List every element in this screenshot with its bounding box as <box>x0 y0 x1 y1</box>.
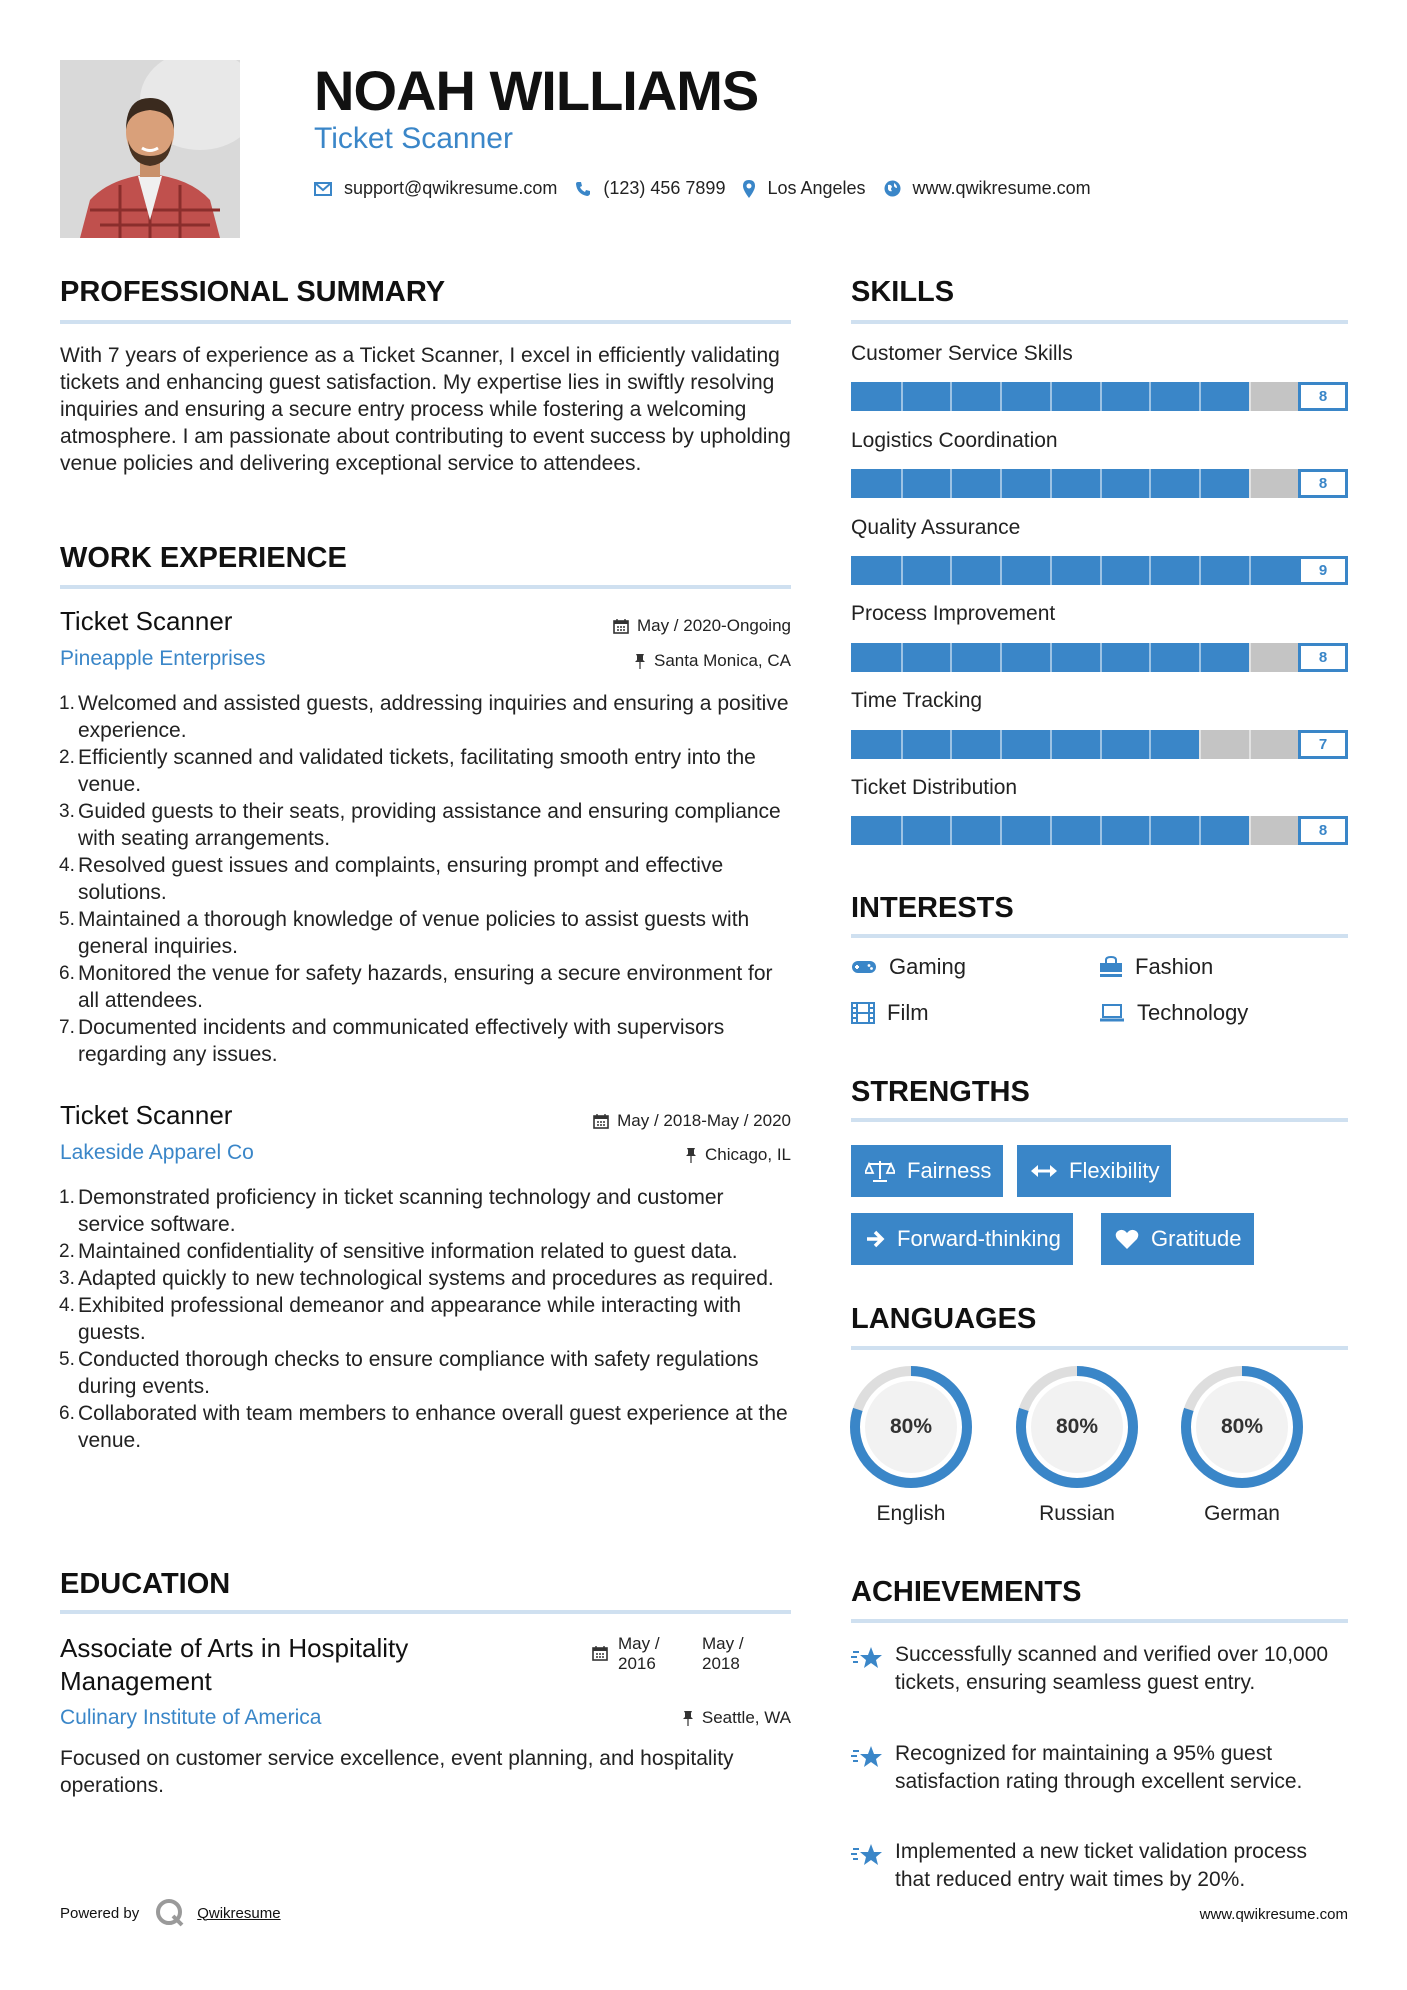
list-item: Efficiently scanned and validated tickets, facilitating smooth entry into the venue. <box>78 746 756 796</box>
pushpin-icon <box>634 653 646 669</box>
list-item: Guided guests to their seats, providing assistance and ensuring compliance with seating arrangements. <box>78 800 781 850</box>
interest-fashion <box>1099 954 1213 980</box>
education-heading: EDUCATION <box>60 1568 231 1600</box>
education-start-year: 2016 <box>618 1654 656 1673</box>
profile-photo <box>60 60 240 238</box>
star-icon <box>851 1745 883 1771</box>
list-item: Maintained a thorough knowledge of venue policies to assist guests with general inquiries. <box>78 908 750 958</box>
map-marker-icon <box>743 180 755 198</box>
education-degree: Associate of Arts in Hospitality Management <box>60 1633 409 1696</box>
job-1-bullets <box>60 690 795 1068</box>
skill-label: Logistics Coordination <box>851 429 1058 452</box>
skill-bar-segment <box>1199 556 1201 585</box>
calendar-icon <box>592 1645 608 1661</box>
achievement-item: Recognized for maintaining a 95% guest satisfaction rating through excellent service. <box>895 1742 1303 1793</box>
list-item: Adapted quickly to new technological systems and procedures as required. <box>78 1267 774 1290</box>
arrow-right-icon <box>865 1229 885 1249</box>
achievement-item: Successfully scanned and verified over 10,000 tickets, ensuring seamless guest entry. <box>895 1643 1329 1694</box>
job-2-location <box>480 1145 791 1165</box>
language-label: German <box>1204 1502 1280 1525</box>
skill-bar-segment <box>1149 556 1151 585</box>
skill-bar <box>851 730 1348 759</box>
list-item: Resolved guest issues and complaints, ensuring prompt and effective solutions. <box>78 854 724 904</box>
skill-bar-segment <box>1199 730 1201 759</box>
strength-forward-thinking <box>851 1213 1073 1265</box>
skill-bar-segment <box>1100 730 1102 759</box>
language-percent: 80% <box>1055 1415 1099 1438</box>
pushpin-icon <box>685 1147 697 1163</box>
contact-email[interactable] <box>314 178 557 199</box>
skill-level: 8 <box>1298 469 1348 498</box>
strengths-heading: STRENGTHS <box>851 1076 1030 1108</box>
skill-bar-segment <box>901 556 903 585</box>
job-1-location <box>480 651 791 671</box>
footer-powered-by <box>60 1898 281 1928</box>
interest-gaming <box>851 954 966 980</box>
job-2-location-text: Chicago, IL <box>705 1145 791 1164</box>
skill-bar <box>851 643 1348 672</box>
list-item: Collaborated with team members to enhance overall guest experience at the venue. <box>78 1402 788 1452</box>
calendar-icon <box>613 618 629 634</box>
website-text: www.qwikresume.com <box>912 178 1091 198</box>
skill-bar-segment <box>1000 382 1002 411</box>
skill-level: 8 <box>1298 643 1348 672</box>
list-item: Monitored the venue for safety hazards, ensuring a secure environment for all attendees. <box>78 962 773 1012</box>
interests-divider <box>851 934 1348 938</box>
calendar-icon <box>593 1113 609 1129</box>
skill-bar-segment <box>1100 816 1102 845</box>
strength-label: Forward-thinking <box>897 1226 1061 1251</box>
brand-link[interactable]: Qwikresume <box>197 1904 281 1922</box>
strength-fairness <box>851 1145 1003 1197</box>
skill-bar-segment <box>1249 469 1251 498</box>
skill-bar-segment <box>1000 556 1002 585</box>
interest-label: Fashion <box>1135 954 1214 979</box>
job-1-dates-text: May / 2020-Ongoing <box>636 616 791 635</box>
skill-bar-segment <box>1149 730 1151 759</box>
skill-bar-segment <box>1000 643 1002 672</box>
candidate-name: NOAH WILLIAMS <box>314 59 759 122</box>
film-icon <box>851 1002 875 1024</box>
skill-bar-segment <box>950 382 952 411</box>
skill-label: Time Tracking <box>851 689 983 712</box>
language-russian <box>1016 1366 1138 1493</box>
skill-bar-segment <box>1050 816 1052 845</box>
shopping-bag-icon <box>1099 956 1123 978</box>
skill-bar-fill <box>851 730 1199 759</box>
heart-icon <box>1115 1228 1139 1250</box>
skill-level: 8 <box>1298 382 1348 411</box>
interest-label: Technology <box>1137 1000 1249 1025</box>
language-label: Russian <box>1039 1502 1115 1525</box>
skill-bar-segment <box>1149 382 1151 411</box>
interest-technology <box>1099 1000 1248 1026</box>
contact-bar <box>314 178 1109 199</box>
summary-text: With 7 years of experience as a Ticket Scanner, I excel in efficiently validating tickets and enhancing guest satisfaction. My expertise lies in swiftly resolving inquiries and ensuring a secure entry process while fostering a welcoming atmosphere. I am passionate about contributing to event success by upholding venue policies and delivering exceptional service to attendees. <box>60 344 791 475</box>
education-school[interactable]: Culinary Institute of America <box>60 1706 322 1729</box>
skill-bar-segment <box>1249 730 1251 759</box>
skill-bar-segment <box>1050 469 1052 498</box>
list-item: Maintained confidentiality of sensitive information related to guest data. <box>78 1240 738 1263</box>
skill-bar <box>851 469 1348 498</box>
skill-bar-segment <box>1249 556 1251 585</box>
skill-bar-fill <box>851 556 1298 585</box>
strength-label: Fairness <box>907 1158 992 1183</box>
pushpin-icon <box>682 1710 694 1726</box>
education-end <box>702 1634 744 1674</box>
contact-website[interactable] <box>884 178 1091 199</box>
job-2-dates <box>480 1111 791 1131</box>
skill-bar-segment <box>1050 730 1052 759</box>
work-heading: WORK EXPERIENCE <box>60 542 347 574</box>
footer-site[interactable]: www.qwikresume.com <box>1199 1906 1348 1923</box>
contact-phone[interactable] <box>575 178 725 199</box>
skill-bar-segment <box>950 730 952 759</box>
skill-bar-segment <box>1100 643 1102 672</box>
skill-bar-segment <box>1199 816 1201 845</box>
education-location-text: Seattle, WA <box>701 1708 791 1727</box>
candidate-title: Ticket Scanner <box>314 122 513 155</box>
summary-heading: PROFESSIONAL SUMMARY <box>60 276 446 308</box>
skill-bar-segment <box>1100 382 1102 411</box>
language-percent: 80% <box>1220 1415 1264 1438</box>
skill-bar-segment <box>1000 816 1002 845</box>
achievements-heading: ACHIEVEMENTS <box>851 1576 1082 1608</box>
education-start-month: May / <box>618 1634 660 1653</box>
skill-bar-segment <box>1149 816 1151 845</box>
education-end-month: May / <box>702 1634 744 1653</box>
list-item: Documented incidents and communicated effectively with supervisors regarding any issues. <box>78 1016 725 1066</box>
skill-level: 9 <box>1298 556 1348 585</box>
list-item: Welcomed and assisted guests, addressing inquiries and ensuring a positive experience. <box>78 692 789 742</box>
skill-bar-segment <box>1199 382 1201 411</box>
language-english <box>850 1366 972 1493</box>
powered-by-text: Powered by <box>60 1904 140 1922</box>
list-item: Conducted thorough checks to ensure compliance with safety regulations during events. <box>78 1348 759 1398</box>
skill-bar-segment <box>1100 469 1102 498</box>
strength-label: Flexibility <box>1069 1158 1160 1183</box>
language-label: English <box>876 1502 946 1525</box>
skill-bar-segment <box>1149 643 1151 672</box>
skill-bar-segment <box>1149 469 1151 498</box>
contact-location <box>743 178 865 199</box>
achievements-divider <box>851 1619 1348 1623</box>
education-location <box>480 1708 791 1728</box>
skill-label: Customer Service Skills <box>851 342 1073 365</box>
skill-bar <box>851 382 1348 411</box>
globe-icon <box>884 180 901 197</box>
language-percent: 80% <box>889 1415 933 1438</box>
languages-heading: LANGUAGES <box>851 1303 1037 1335</box>
education-end-year: 2018 <box>702 1654 740 1673</box>
skill-bar-segment <box>901 382 903 411</box>
job-2-title: Ticket Scanner <box>60 1100 233 1130</box>
gamepad-icon <box>851 959 877 975</box>
skill-bar-segment <box>901 643 903 672</box>
star-icon <box>851 1843 883 1869</box>
skill-bar-segment <box>1050 382 1052 411</box>
skill-bar-segment <box>950 556 952 585</box>
skill-label: Ticket Distribution <box>851 776 1018 799</box>
job-2-bullets <box>60 1184 795 1454</box>
skill-level: 8 <box>1298 816 1348 845</box>
skill-bar-segment <box>901 816 903 845</box>
skill-bar <box>851 556 1348 585</box>
skill-bar-segment <box>1249 643 1251 672</box>
phone-icon <box>575 181 591 197</box>
skill-bar-segment <box>1050 556 1052 585</box>
job-2-dates-text: May / 2018-May / 2020 <box>617 1111 791 1130</box>
job-1-dates <box>480 616 791 636</box>
skill-bar-segment <box>1249 816 1251 845</box>
strength-flexibility <box>1017 1145 1171 1197</box>
skill-level: 7 <box>1298 730 1348 759</box>
education-start <box>618 1634 660 1674</box>
job-1-title: Ticket Scanner <box>60 606 233 636</box>
interest-label: Gaming <box>889 954 967 979</box>
skill-bar-segment <box>901 469 903 498</box>
laptop-icon <box>1099 1003 1125 1023</box>
skill-label: Process Improvement <box>851 602 1056 625</box>
achievement-item: Implemented a new ticket validation process that reduced entry wait times by 20%. <box>895 1840 1308 1891</box>
interest-label: Film <box>887 1000 929 1025</box>
skill-bar-segment <box>950 643 952 672</box>
interest-film <box>851 1000 929 1026</box>
language-german <box>1181 1366 1303 1493</box>
strength-gratitude <box>1101 1213 1254 1265</box>
skill-bar-segment <box>1249 382 1251 411</box>
skill-bar <box>851 816 1348 845</box>
arrows-horizontal-icon <box>1031 1164 1057 1178</box>
strengths-divider <box>851 1118 1348 1122</box>
balance-scale-icon <box>865 1160 895 1182</box>
languages-divider <box>851 1346 1348 1350</box>
skill-bar-segment <box>950 816 952 845</box>
skill-bar-segment <box>901 730 903 759</box>
star-icon <box>851 1646 883 1672</box>
skill-label: Quality Assurance <box>851 516 1021 539</box>
phone-text: (123) 456 7899 <box>603 178 726 198</box>
skill-bar-segment <box>1000 730 1002 759</box>
location-text: Los Angeles <box>767 178 866 198</box>
skill-bar-segment <box>1199 469 1201 498</box>
work-divider <box>60 585 791 589</box>
summary-divider <box>60 320 791 324</box>
strength-label: Gratitude <box>1151 1226 1242 1251</box>
list-item: Demonstrated proficiency in ticket scanning technology and customer service software. <box>78 1186 724 1236</box>
qwikresume-logo-icon <box>155 1898 185 1928</box>
skills-divider <box>851 320 1348 324</box>
envelope-icon <box>314 182 332 196</box>
skill-bar-segment <box>1100 556 1102 585</box>
skills-heading: SKILLS <box>851 276 955 308</box>
skill-bar-segment <box>1050 643 1052 672</box>
email-text: support@qwikresume.com <box>344 178 558 198</box>
job-1-location-text: Santa Monica, CA <box>653 651 791 670</box>
list-item: Exhibited professional demeanor and appearance while interacting with guests. <box>78 1294 742 1344</box>
education-description: Focused on customer service excellence, event planning, and hospitality operations. <box>60 1747 734 1797</box>
skill-bar-segment <box>1000 469 1002 498</box>
job-2-company[interactable]: Lakeside Apparel Co <box>60 1141 254 1164</box>
interests-heading: INTERESTS <box>851 892 1014 924</box>
skill-bar-segment <box>950 469 952 498</box>
skill-bar-segment <box>1199 643 1201 672</box>
education-divider <box>60 1610 791 1614</box>
job-1-company[interactable]: Pineapple Enterprises <box>60 647 266 670</box>
